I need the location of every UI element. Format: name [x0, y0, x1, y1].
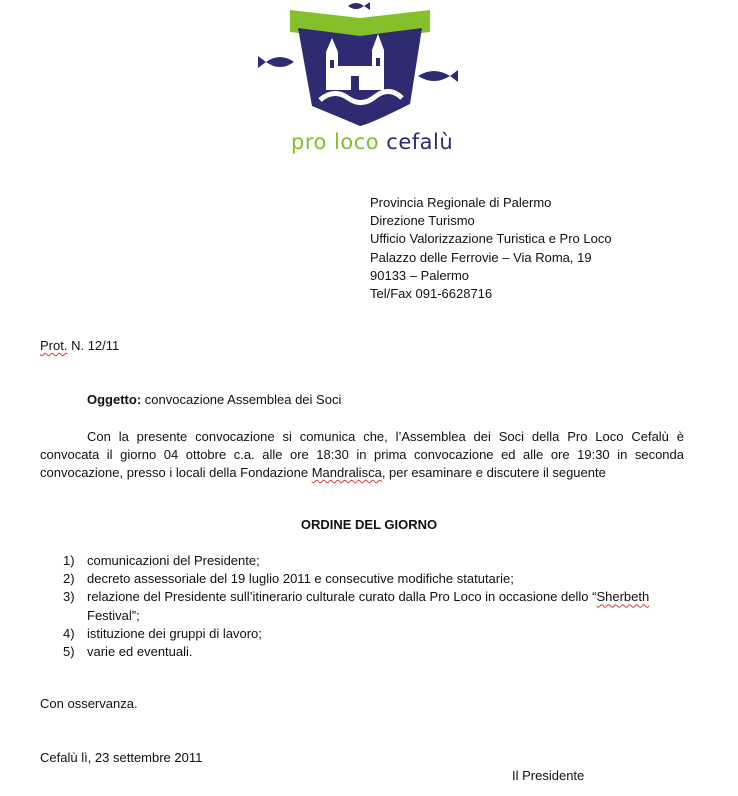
logo-word-cefalu: cefalù [386, 130, 454, 154]
list-item [63, 588, 703, 624]
address-line: Tel/Fax 091-6628716 [370, 286, 493, 302]
body-part2: , per esaminare e discutere il seguente [381, 465, 606, 480]
logo-fish-left [258, 56, 294, 68]
agenda-title: ORDINE DEL GIORNO [300, 517, 438, 532]
subject-line [87, 392, 341, 407]
subject-text: convocazione Assemblea dei Soci [141, 392, 342, 407]
list-item [63, 552, 703, 570]
list-item-number: 3) [63, 589, 75, 605]
protocol-number [40, 338, 119, 353]
list-item-text: varie ed eventuali. [87, 644, 193, 660]
list-item-highlight: Sherbeth [596, 589, 650, 605]
list-item [63, 643, 703, 661]
logo-fish-top [348, 2, 370, 10]
list-item [63, 570, 703, 588]
list-item [63, 625, 703, 643]
list-item-text: relazione del Presidente sull’itinerario culturale curato dalla Pro Loco in occasione dello “ [87, 589, 597, 605]
list-item-number: 5) [63, 644, 75, 660]
address-line: Direzione Turismo [370, 213, 475, 229]
address-line: Palazzo delle Ferrovie – Via Roma, 19 [370, 249, 592, 265]
list-item-text-after: Festival”; [87, 607, 140, 623]
place-date: Cefalù lì, 23 settembre 2011 [40, 750, 203, 765]
list-item-number: 1) [63, 553, 75, 568]
list-item-number: 2) [63, 571, 75, 587]
address-line: Ufficio Valorizzazione Turistica e Pro Loco [370, 231, 612, 247]
protocol-prefix: Prot. [40, 338, 68, 353]
list-item-text: istituzione dei gruppi di lavoro; [87, 625, 262, 641]
agenda-list [63, 552, 703, 661]
closing-text: Con osservanza. [40, 696, 138, 711]
signature-title: Il Presidente [512, 768, 585, 783]
list-item-number: 4) [63, 625, 75, 641]
logo-word-pro-loco: pro loco [291, 130, 380, 154]
list-item-text: decreto assessoriale del 19 luglio 2011 e consecutive modifiche statutarie; [87, 571, 514, 587]
body-highlight: Mandralisca [311, 465, 382, 480]
subject-label: Oggetto: [87, 392, 142, 407]
list-item-text: comunicazioni del Presidente; [87, 553, 260, 568]
logo-fish-right [418, 70, 458, 82]
address-line: Provincia Regionale di Palermo [370, 195, 552, 210]
logo-wordmark [291, 130, 453, 154]
address-line: 90133 – Palermo [370, 267, 470, 283]
body-part1: Con la presente convocazione si comunica che, l’Assemblea dei Soci della Pro Loco Cefalù è convocata il giorno 04 ottobre c.a. alle ore 18:30 in prima convocazione ed alle ore 19:30 in seconda convocazione, presso i locali della Fondazione [40, 429, 684, 480]
body-paragraph [40, 428, 684, 482]
recipient-address [370, 194, 612, 303]
protocol-rest: N. 12/11 [67, 338, 120, 353]
